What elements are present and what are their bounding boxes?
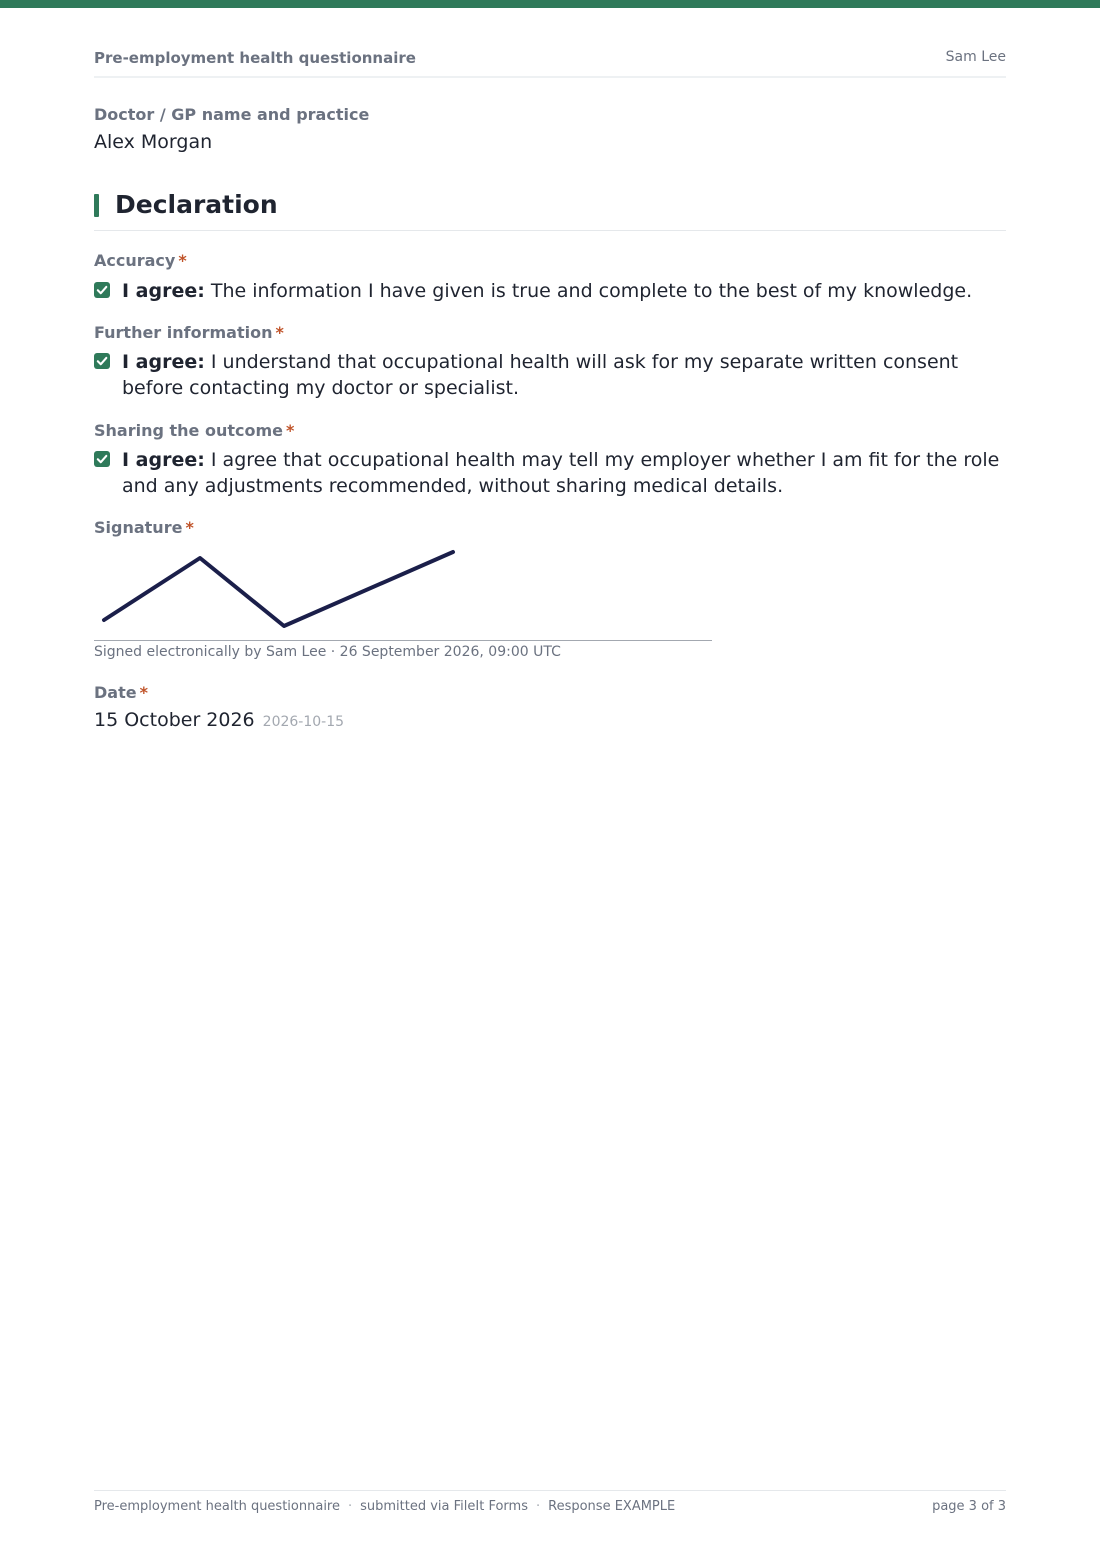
form-title: Pre-employment health questionnaire: [94, 49, 416, 67]
consent-label-accuracy: [94, 251, 187, 270]
consent-label-text: Sharing the outcome: [94, 421, 283, 440]
required-marker: *: [185, 518, 194, 537]
signature-label-text: Signature: [94, 518, 183, 537]
date-value-row: [94, 709, 344, 731]
consent-label-sharing-outcome: [94, 421, 294, 440]
document-page: [94, 0, 1006, 1556]
footer-separator: ·: [535, 1499, 541, 1514]
page-footer: [94, 1490, 1006, 1521]
consent-label-text: Further information: [94, 323, 273, 342]
doctor-field-label: Doctor / GP name and practice: [94, 105, 370, 124]
page-number: page 3 of 3: [932, 1499, 1006, 1514]
section-accent-bar: [94, 194, 99, 217]
checkbox-checked[interactable]: [94, 451, 110, 467]
respondent-name: Sam Lee: [945, 49, 1006, 65]
running-header: [94, 46, 1006, 78]
required-marker: *: [178, 251, 187, 270]
checkmark-icon: [94, 451, 110, 467]
checkbox-checked[interactable]: [94, 353, 110, 369]
signature-caption: Signed electronically by Sam Lee · 26 September 2026, 09:00 UTC: [94, 644, 561, 660]
agree-label: I agree:: [122, 280, 205, 302]
footer-submitted: submitted via FileIt Forms: [360, 1499, 528, 1514]
section-header-declaration: [94, 190, 1006, 231]
consent-label-text: Accuracy: [94, 251, 176, 270]
consent-statement: [122, 447, 1006, 499]
consent-text: The information I have given is true and complete to the best of my knowledge.: [210, 280, 973, 302]
footer-form-title: Pre-employment health questionnaire: [94, 1499, 340, 1514]
footer-separator: ·: [347, 1499, 353, 1514]
section-title: Declaration: [115, 190, 278, 219]
date-iso: 2026-10-15: [262, 714, 345, 730]
checkmark-icon: [94, 282, 110, 298]
agree-label: I agree:: [122, 449, 205, 471]
date-label: [94, 683, 148, 702]
consent-text: I understand that occupational health will ask for my separate written consent before contacting my doctor or specialist.: [122, 351, 959, 399]
footer-response: Response EXAMPLE: [548, 1499, 676, 1514]
consent-statement: [122, 278, 1006, 304]
date-label-text: Date: [94, 683, 137, 702]
consent-text: I agree that occupational health may tell my employer whether I am fit for the role and any adjustments recommended, without sharing medical details.: [122, 449, 1000, 497]
agree-label: I agree:: [122, 351, 205, 373]
consent-statement: [122, 349, 1006, 401]
signature-label: [94, 518, 194, 537]
signature-box: [94, 546, 712, 641]
checkmark-icon: [94, 353, 110, 369]
consent-label-further-information: [94, 323, 284, 342]
footer-meta: [94, 1499, 675, 1514]
checkbox-checked[interactable]: [94, 282, 110, 298]
required-marker: *: [275, 323, 284, 342]
doctor-field-value: Alex Morgan: [94, 131, 213, 153]
date-value: 15 October 2026: [94, 709, 255, 731]
signature-drawing: [94, 546, 712, 640]
required-marker: *: [139, 683, 148, 702]
required-marker: *: [286, 421, 295, 440]
